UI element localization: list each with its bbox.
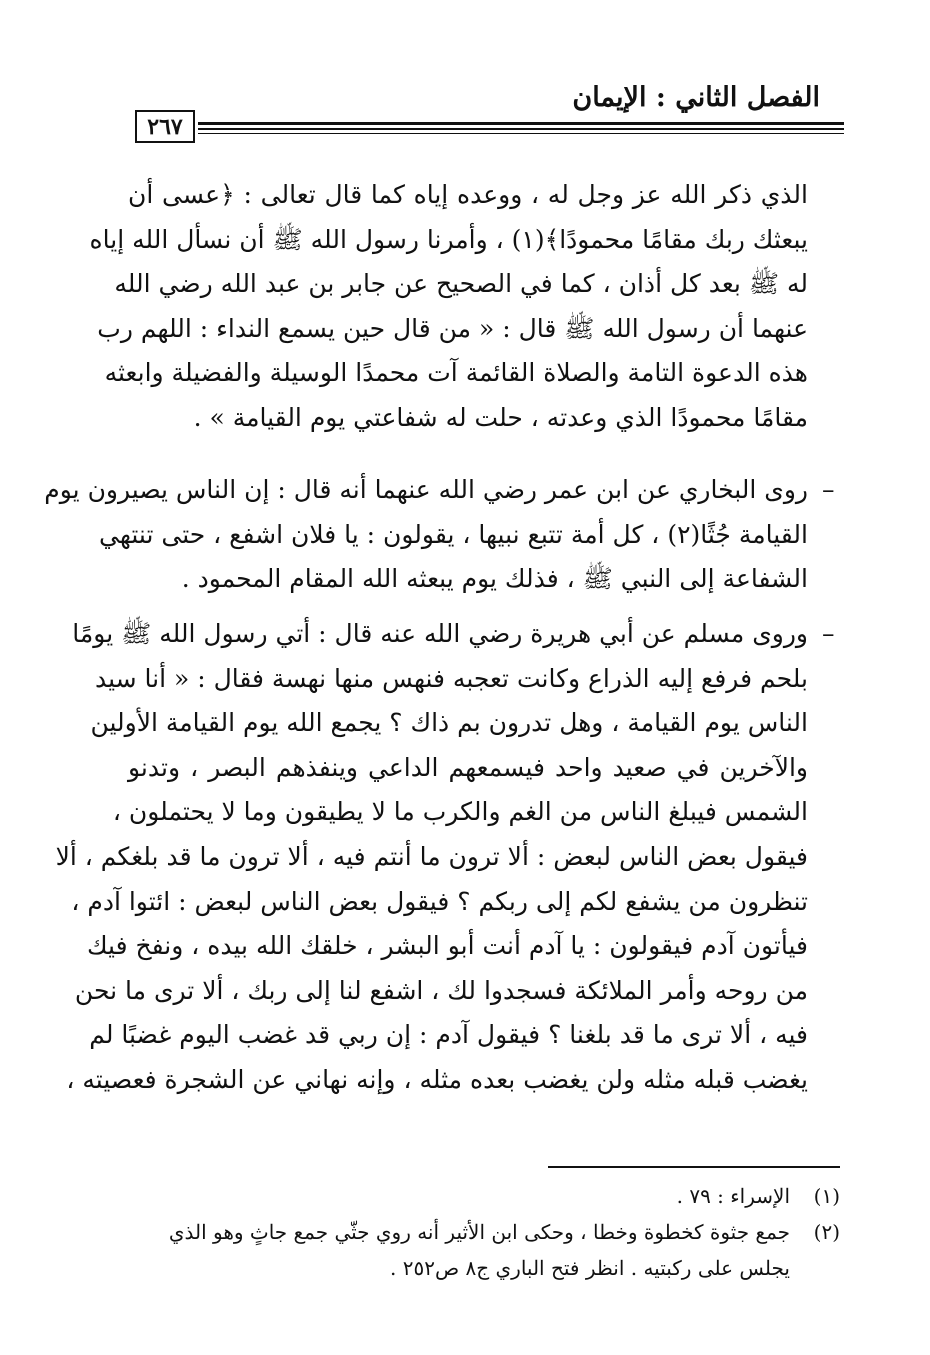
page-number: ٢٦٧ bbox=[135, 110, 195, 143]
header-rule-middle bbox=[198, 128, 844, 130]
footnote-separator bbox=[548, 1166, 840, 1168]
bullet-dash: – bbox=[822, 619, 835, 648]
footnote-2-continuation: يجلس على ركبتيه . انظر فتح الباري ج٨ ص٢٥٢ . bbox=[389, 1256, 790, 1280]
footnote-marker: (١) bbox=[813, 1184, 840, 1208]
text-line: فيقول بعض الناس لبعض : ألا ترون ما أنتم فيه ، ألا ترون ما قد بلغكم ، ألا bbox=[55, 841, 808, 871]
text-line: فيأتون آدم فيقولون : يا آدم أنت أبو البشر ، خلقك الله بيده ، ونفخ فيك bbox=[86, 931, 808, 961]
text-line: الشمس فيبلغ الناس من الغم والكرب ما لا يطيقون وما لا يحتملون ، bbox=[112, 797, 808, 827]
text-line: مقامًا محمودًا الذي وعدته ، حلت له شفاعتي يوم القيامة » . bbox=[193, 402, 808, 432]
chapter-title: الفصل الثاني : الإيمان bbox=[572, 82, 820, 113]
header-rule-top bbox=[198, 122, 844, 125]
text-line: والآخرين في صعيد واحد فيسمعهم الداعي وينفذهم البصر ، وتدنو bbox=[128, 752, 808, 782]
text-line: روى البخاري عن ابن عمر رضي الله عنهما أنه قال : إن الناس يصيرون يوم bbox=[44, 475, 808, 504]
footnote-2 bbox=[128, 1214, 840, 1250]
text-line: بلحم فرفع إليه الذراع وكانت تعجبه فنهس منها نهسة فقال : « أنا سيد bbox=[94, 663, 808, 693]
text-line: عنهما أن رسول الله ﷺ قال : « من قال حين يسمع النداء : اللهم رب bbox=[97, 313, 808, 343]
footnote-text: جمع جثوة كخطوة وخطا ، وحكى ابن الأثير أنه روي جثّي جمع جاثٍ وهو الذي bbox=[168, 1220, 790, 1244]
text-line: وروى مسلم عن أبي هريرة رضي الله عنه قال : أتي رسول الله ﷺ يومًا bbox=[72, 619, 808, 648]
text-line: من روحه وأمر الملائكة فسجدوا لك ، اشفع لنا إلى ربك ، ألا ترى ما نحن bbox=[74, 975, 808, 1005]
header-rule-bottom bbox=[198, 133, 844, 134]
footnote-marker: (٢) bbox=[813, 1220, 840, 1244]
footnote-text: الإسراء : ٧٩ . bbox=[676, 1184, 790, 1208]
text-line: الذي ذكر الله عز وجل له ، ووعده إياه كما قال تعالى : ﴿عسى أن bbox=[128, 180, 808, 209]
paragraph-3 bbox=[55, 612, 808, 1103]
paragraph-1 bbox=[89, 173, 808, 441]
text-line: تنظرون من يشفع لكم إلى ربكم ؟ فيقول بعض الناس لبعض : ائتوا آدم ، bbox=[71, 886, 808, 916]
text-line: الشفاعة إلى النبي ﷺ ، فذلك يوم يبعثه الله المقام المحمود . bbox=[181, 564, 808, 594]
bullet-dash: – bbox=[822, 475, 835, 504]
text-line: القيامة جُثًا(٢) ، كل أمة تتبع نبيها ، يقولون : يا فلان اشفع ، حتى تنتهي bbox=[99, 519, 808, 549]
footnote-1 bbox=[128, 1178, 840, 1214]
text-line: الناس يوم القيامة ، وهل تدرون بم ذاك ؟ يجمع الله يوم القيامة الأولين bbox=[90, 708, 808, 738]
text-line: هذه الدعوة التامة والصلاة القائمة آت محمدًا الوسيلة والفضيلة وابعثه bbox=[104, 358, 808, 388]
footnotes bbox=[128, 1178, 840, 1286]
text-line: له ﷺ بعد كل أذان ، كما في الصحيح عن جابر بن عبد الله رضي الله bbox=[114, 269, 808, 299]
text-line: يبعثك ربك مقامًا محمودًا﴾(١) ، وأمرنا رسول الله ﷺ أن نسأل الله إياه bbox=[89, 224, 808, 254]
text-line: يغضب قبله مثله ولن يغضب بعده مثله ، وإنه نهاني عن الشجرة فعصيته ، bbox=[66, 1064, 808, 1094]
text-line: فيه ، ألا ترى ما قد بلغنا ؟ فيقول آدم : إن ربي قد غضب اليوم غضبًا لم bbox=[89, 1020, 808, 1050]
paragraph-2 bbox=[44, 468, 808, 602]
